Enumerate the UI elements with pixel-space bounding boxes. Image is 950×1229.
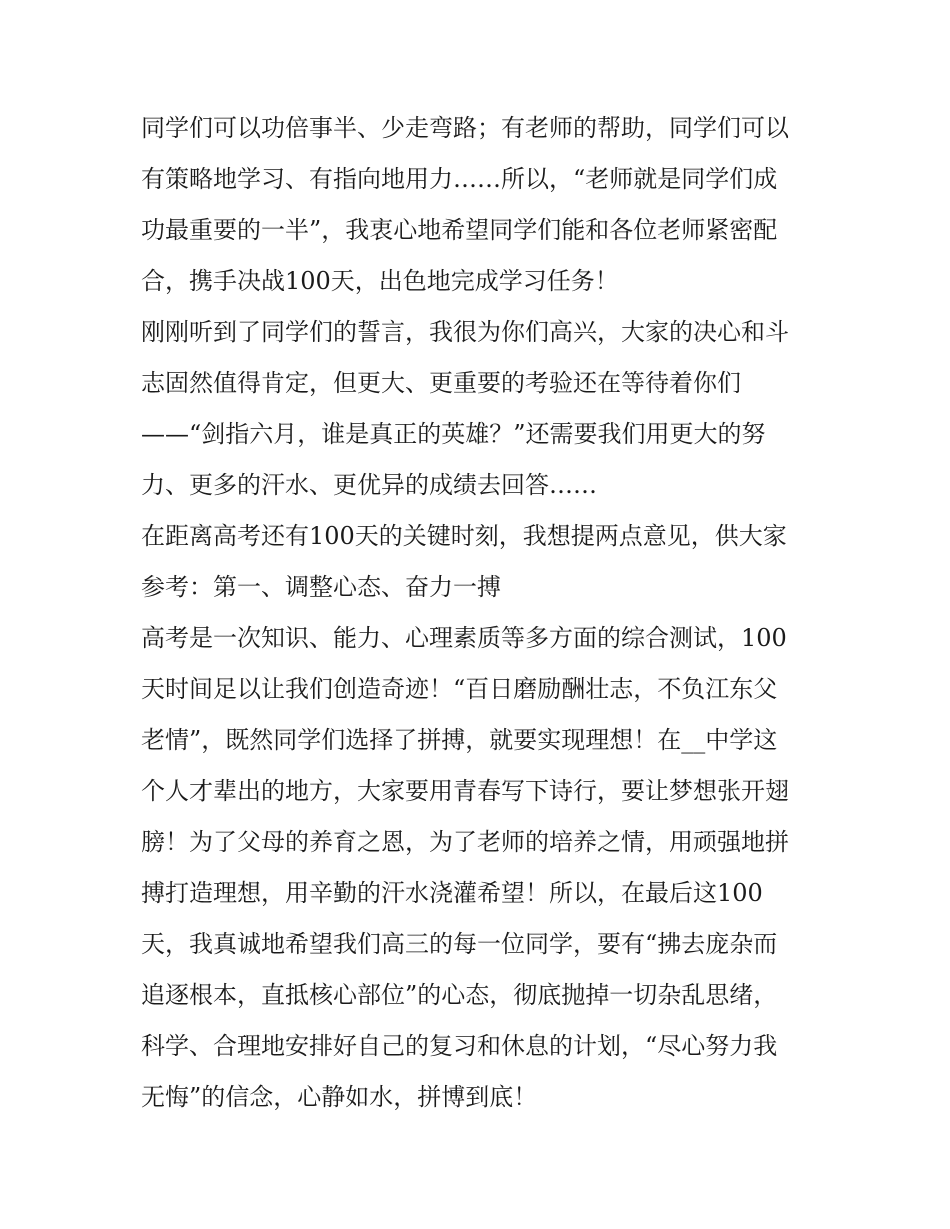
text-line: 力、更多的汗水、更优异的成绩去回答…… xyxy=(141,471,597,499)
text-line: 天时间足以让我们创造奇迹！“百日磨励酬壮志，不负江东父 xyxy=(141,675,778,703)
text-line: 参考：第一、调整心态、奋力一搏 xyxy=(141,573,501,601)
text-line: ——“剑指六月，谁是真正的英雄？”还需要我们用更大的努 xyxy=(141,420,766,448)
text-line: 个人才辈出的地方，大家要用青春写下诗行，要让梦想张开翅 xyxy=(141,777,789,805)
text-line: 志固然值得肯定，但更大、更重要的考验还在等待着你们 xyxy=(141,369,741,397)
text-line: 无悔”的信念，心静如水，拼博到底！ xyxy=(141,1083,538,1111)
text-line: 合，携手决战100天，出色地完成学习任务！ xyxy=(141,267,619,295)
document-body xyxy=(141,103,821,1123)
text-line: 膀！为了父母的养育之恩，为了老师的培养之情，用顽强地拼 xyxy=(141,828,789,856)
text-line: 有策略地学习、有指向地用力……所以，“老师就是同学们成 xyxy=(141,165,778,193)
text-line: 追逐根本，直抵核心部位”的心态，彻底抛掉一切杂乱思绪， xyxy=(141,981,778,1009)
text-line: 同学们可以功倍事半、少走弯路；有老师的帮助，同学们可以 xyxy=(141,114,789,142)
text-line: 刚刚听到了同学们的誓言，我很为你们高兴，大家的决心和斗 xyxy=(141,318,789,346)
text-line: 在距离高考还有100天的关键时刻，我想提两点意见，供大家 xyxy=(141,522,787,550)
text-line: 搏打造理想，用辛勤的汗水浇灌希望！所以，在最后这100 xyxy=(141,879,763,907)
text-line: 科学、合理地安排好自己的复习和休息的计划，“尽心努力我 xyxy=(141,1032,778,1060)
text-line: 高考是一次知识、能力、心理素质等多方面的综合测试，100 xyxy=(141,624,787,652)
text-line: 天，我真诚地希望我们高三的每一位同学，要有“拂去庞杂而 xyxy=(141,930,778,958)
text-line: 功最重要的一半”，我衷心地希望同学们能和各位老师紧密配 xyxy=(141,216,778,244)
text-line: 老情”，既然同学们选择了拼搏，就要实现理想！在__中学这 xyxy=(141,726,778,754)
